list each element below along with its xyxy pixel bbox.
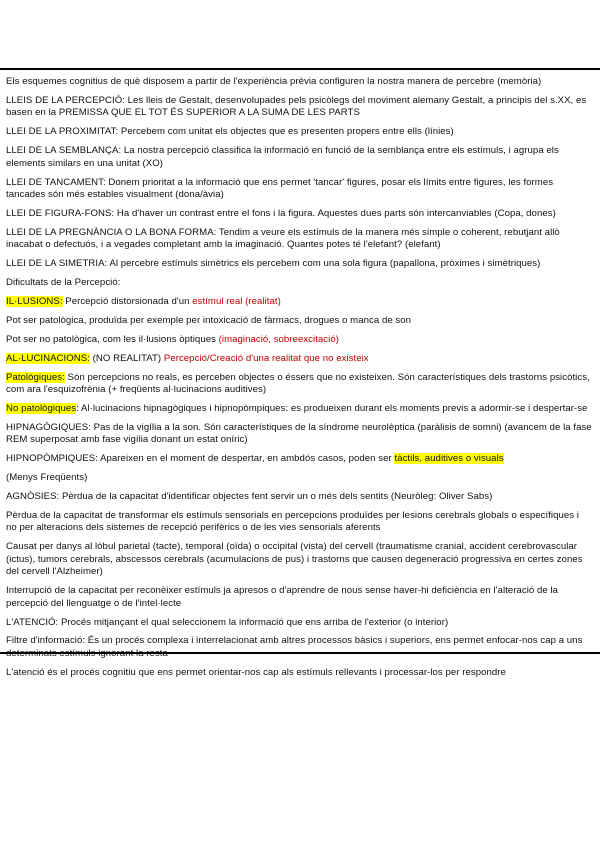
- highlighted-text: AL·LUCINACIONS:: [6, 352, 90, 364]
- highlighted-text: No patològiques: [6, 402, 77, 414]
- text-segment: LLEIS DE LA PERCEPCIÓ: Les lleis de Gestalt, desenvolupades pels psicòlegs del moviment alemany Gestalt, a principis del s.XX, es basen en la PREMISSA QUE EL TOT ÉS SUPERIOR A LA SUMA DE LES PARTS: [6, 94, 587, 119]
- paragraph-p4: [6, 145, 592, 170]
- text-segment: L'ATENCIÓ: Procés mitjançant el qual seleccionem la informació que ens arriba de l'exterior (o interior): [6, 616, 449, 628]
- highlighted-text: tàctils, auditives o visuals: [394, 453, 504, 465]
- text-segment: LLEI DE LA PROXIMITAT: Percebem com unitat els objectes que es presenten propers entre ells (línies): [6, 126, 454, 138]
- red-text: (imaginació, sobreexcitació): [218, 333, 339, 345]
- text-segment: L'atenció és el procés cognitiu que ens permet orientar-nos cap als estímuls rellevants i processar-los per respondre: [6, 666, 506, 678]
- bottom-rule: [0, 652, 600, 654]
- highlighted-text: IL·LUSIONS:: [6, 296, 63, 308]
- paragraph-p15: [6, 403, 592, 416]
- paragraph-p18: [6, 472, 592, 485]
- text-segment: LLEI DE TANCAMENT: Donem prioritat a la informació que ens permet 'tancar' figures, posar els límits entre figures, les formes tancades són més estables visualment (dona/àvia): [6, 176, 554, 201]
- paragraph-p23: [6, 617, 592, 630]
- text-segment: HIPNAGÒGIQUES: Pas de la vigília a la son. Són característiques de la síndrome neurolèptica (paràlisis de somni) (avancem de la fase REM superposat amb fase vigília donant un estat oníric): [6, 421, 592, 446]
- paragraph-p5: [6, 177, 592, 202]
- text-segment: Pot ser patològica, produïda per exemple per intoxicació de fàrmacs, drogues o manca de son: [6, 314, 412, 326]
- document-body: [6, 76, 592, 686]
- paragraph-p21: [6, 541, 592, 579]
- text-segment: Pèrdua de la capacitat de transformar els estímuls sensorials en percepcions produïdes per lesions cerebrals globals o específiques i no per alteracions dels sistemes de recepció perifèrics o de les vies sensorials aferents: [6, 509, 579, 534]
- text-segment: Dificultats de la Percepció:: [6, 277, 121, 289]
- paragraph-p17: [6, 453, 592, 466]
- paragraph-p3: [6, 126, 592, 139]
- text-segment: Pot ser no patològica, com les il·lusions òptiques: [6, 333, 219, 345]
- paragraph-p8: [6, 258, 592, 271]
- paragraph-p7: [6, 227, 592, 252]
- paragraph-p24: [6, 635, 592, 660]
- paragraph-p10: [6, 296, 592, 309]
- text-segment: (NO REALITAT): [89, 352, 164, 364]
- text-segment: Filtre d'informació: És un procés complexa i interrelacionat amb altres processos bàsics i superiors, ens permet enfocar-nos cap a uns: [6, 635, 583, 647]
- paragraph-p1: [6, 76, 592, 89]
- paragraph-p13: [6, 353, 592, 366]
- paragraph-p19: [6, 491, 592, 504]
- text-segment: Percepció distorsionada d'un: [62, 296, 193, 308]
- red-text: Percepció/Creació d'una realitat que no existeix: [163, 352, 369, 364]
- top-rule: [0, 68, 600, 70]
- paragraph-p25: [6, 667, 592, 680]
- text-segment: LLEI DE LA SIMETRIA: Al percebre estímuls simètrics els percebem com una sola figura (papallona, pròximes i simètriques): [6, 258, 541, 270]
- text-segment: Els esquemes cognitius de què disposem a partir de l'experiència prèvia configuren la nostra manera de percebre (memòria): [6, 76, 542, 87]
- text-segment: AGNÒSIES: Pèrdua de la capacitat d'identificar objectes fent servir un o més dels sentits (Neuròleg: Oliver Sabs): [6, 491, 493, 503]
- highlighted-text: Patològiques:: [6, 371, 65, 383]
- red-text: estímul real (realitat): [192, 296, 281, 308]
- text-segment: HIPNOPÒMPIQUES: Apareixen en el moment de despertar, en ambdós casos, poden ser: [6, 453, 395, 465]
- text-segment: Són percepcions no reals, es perceben objectes o éssers que no existeixen. Són característiques dels trastorns psicòtics, com ara l'esquizofrènia (+ freqüents al·lucinacions auditives): [6, 371, 590, 396]
- text-segment: : Al·lucinacions hipnagògiques i hipnopòmpiques: es produeixen durant els moments previs a adormir-se i despertar-se: [76, 402, 588, 414]
- paragraph-p6: [6, 208, 592, 221]
- paragraph-p11: [6, 315, 592, 328]
- text-segment: Interrupció de la capacitat per reconèixer estímuls ja apresos o d'aprendre de nous sense haver-hi deficiència en l'alteració de la percepció del llenguatge o de l'intel·lecte: [6, 585, 559, 609]
- paragraph-p14: [6, 372, 592, 397]
- paragraph-p2: [6, 95, 592, 120]
- paragraph-p9: [6, 277, 592, 290]
- paragraph-p12: [6, 334, 592, 347]
- text-segment: LLEI DE LA PREGNÀNCIA O LA BONA FORMA: Tendim a veure els estímuls de la manera més simple o coherent, rebutjant allò inacabat o defectuós, i a vegades completant amb la imaginació. Quantes potes té l'elefant? (elefant): [6, 226, 560, 251]
- text-segment: Causat per danys al lòbul parietal (tacte), temporal (oïda) o occipital (vista) del cervell (traumatisme cranial, accident cerebrovascular (ictus), tumors cerebrals, abscessos cerebrals (acumulacions de pus) i trastorns que causen degeneració progressiva en certes zones del cervell l'Alzheimer): [6, 541, 583, 578]
- text-segment: (Menys Freqüents): [6, 472, 88, 484]
- paragraph-p20: [6, 510, 592, 535]
- text-segment: LLEI DE LA SEMBLANÇA: La nostra percepció classifica la informació en funció de la semblança entre els estímuls, i agrupa els elements similars en una unitat (XO): [6, 145, 559, 169]
- paragraph-p22: [6, 585, 592, 610]
- paragraph-p16: [6, 422, 592, 447]
- text-segment: LLEI DE FIGURA-FONS: Ha d'haver un contrast entre el fons i la figura. Aquestes dues parts són intercanviables (Copa, dones): [6, 207, 556, 219]
